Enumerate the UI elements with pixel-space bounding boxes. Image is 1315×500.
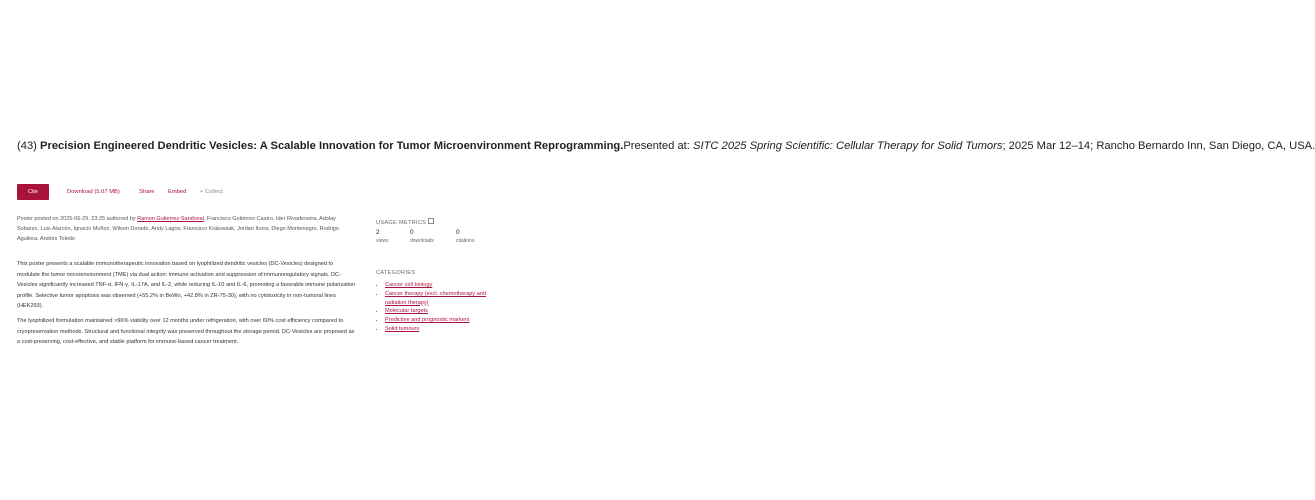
conference-name: SITC 2025 Spring Scientific: Cellular Therapy for Solid Tumors (693, 140, 1003, 152)
categories-heading: CATEGORIES (376, 270, 416, 276)
posted-info: Poster posted on 2025-06-29, 23:25 authored by (17, 216, 138, 222)
category-item[interactable]: • Solid tumours (385, 325, 509, 334)
metric-label: citations (456, 238, 475, 244)
posting-metadata (17, 214, 357, 244)
category-item[interactable]: • Cancer cell biology (385, 281, 509, 290)
metric-views (376, 229, 389, 245)
metric-label: downloads (410, 238, 434, 244)
abstract-paragraph-1: This poster presents a scalable immunotherapeutic innovation based on lyophilized dendritic vesicles (DC-Vesicles) designed to modulate the tumor microenvironment (TME) via dual action: immune activation and suppression of immunoregulatory signals. DC-Vesicles significantly increased TNF-α, IFN-γ, IL-17A, and IL-2, while reducing IL-10 and IL-6, promoting a favorable immune polarization profile. Selective tumor apoptosis was observed (+55.2% in BeWo, +42.8% in ZR-75-30), with no cytotoxicity in non-tumoral lines (HEK293). (17, 261, 356, 309)
metric-downloads (410, 229, 434, 245)
abstract-paragraph-2: The lyophilized formulation maintained >96% viability over 12 months under refrigeration, with over 60% cost efficiency compared to cryopreservation methods. Structural and functional integrity was preserved throughout the storage period. DC-Vesicles are proposed as a cost-preserving, cost-effective, and stable platform for immune-based cancer treatment. (17, 318, 355, 345)
title-number: (43) (17, 140, 41, 152)
collect-button[interactable]: + Collect (200, 189, 223, 195)
other-authors: , Francisco Gutiérrez-Castro, Ider Rivadeneira, Adolay Sobarzo, Luis Alarcón, Ignacio Muñoz, Wilson Dorado, Andy Lagos, Francisco Krakowiak, Jordan Iturra, Diego Montenegro, Rodrigo Aguilera, Andrés Toledo (17, 216, 339, 242)
metric-value: 2 (376, 229, 380, 236)
category-item[interactable]: • Predictive and prognostic markers (385, 316, 509, 325)
embed-button[interactable]: Embed (168, 189, 187, 195)
metric-citations (456, 229, 474, 245)
category-list (376, 281, 509, 334)
category-item[interactable]: • Cancer therapy (excl. chemotherapy and radiation therapy) (385, 290, 503, 308)
metric-value: 0 (410, 229, 414, 236)
share-button[interactable]: Share (139, 189, 155, 195)
download-button[interactable]: Download (5.07 MB) (67, 189, 120, 195)
first-author-link[interactable]: Ramon Gutierrez-Sandoval (137, 216, 204, 222)
presented-prefix: Presented at: (623, 140, 693, 152)
category-item[interactable]: • Molecular targets (385, 307, 509, 316)
usage-metrics-heading[interactable]: USAGE METRICS (376, 218, 434, 226)
metric-value: 0 (456, 229, 460, 236)
page-title (17, 138, 1315, 155)
abstract-paragraph-2-container (17, 316, 357, 345)
metric-label: views (376, 238, 389, 244)
date-location: ; 2025 Mar 12–14; Rancho Bernardo Inn, San Diego, CA, USA. (1002, 140, 1315, 152)
external-link-icon (428, 218, 434, 224)
cite-button[interactable]: Cite (17, 184, 49, 200)
title-main: Precision Engineered Dendritic Vesicles: A Scalable Innovation for Tumor Microenvironment Reprogramming. (40, 140, 624, 152)
